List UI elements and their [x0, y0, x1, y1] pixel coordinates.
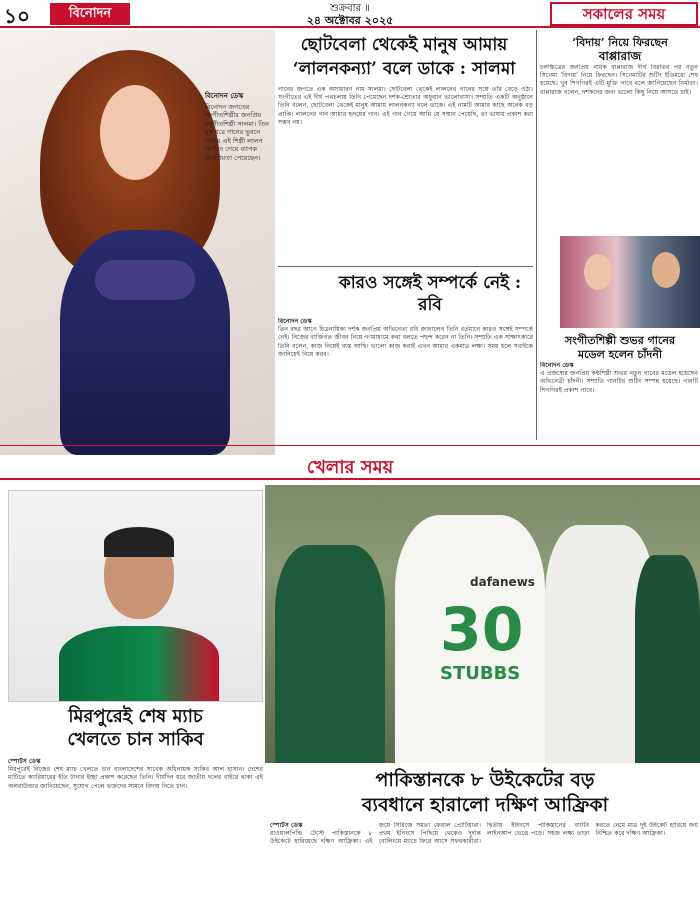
- masthead: সকালের সময়: [550, 2, 698, 26]
- sponsor-text: dafanews: [470, 575, 535, 589]
- salma-headline-line1: ছোটবেলা থেকেই মানুষ আমায়: [300, 35, 508, 55]
- sports-top-rule: [0, 445, 700, 446]
- salma-headline-line2: ‘লালনকন্যা’ বলে ডাকে : সালমা: [292, 59, 516, 79]
- chandni-body: এ প্রজন্মের জনপ্রিয় কন্ঠশিল্পী শুভর নতুন গানের মডেল হয়েছেন অভিনেত্রী চাঁদনী। সম্প্রতি গানটির শুটিং সম্পন্ন হয়েছে। গানটি শিগগিরই প্রকাশ পাবে।: [540, 370, 698, 394]
- page-header: [0, 0, 700, 28]
- sports-bottom-rule: [0, 478, 700, 480]
- salma-caption-text: বিনোদন জগতের সংগীতশিল্পীর জনপ্রিয় সংগীতশিল্পী সালমা। তিন যুগ ধরে গানের ভুবনে সক্রিয় এই শিল্পী লালন সংগীত গেয়ে ব্যাপক জনপ্রিয়তা পেয়েছেন।: [205, 102, 269, 162]
- shakib-photo: [8, 490, 263, 702]
- pakistan-byline: স্পোর্টস ডেস্ক: [270, 822, 303, 829]
- shakib-body: মিরপুরেই নিজের শেষ ম্যাচ খেলতে চান বাংলাদেশের সাবেক অধিনায়ক সাকিব আল হাসান। দেশের মাটিতে ক্যারিয়ারের ইতি টানার ইচ্ছা প্রকাশ করেছেন তিনি। দীর্ঘদিন ধরে জাতীয় দলের বাইরে থাকা এই অলরাউন্ডার জানিয়েছেন, সুযোগ পেলে ভক্তদের সামনে বিদায় নিতে চান।: [8, 766, 263, 790]
- robi-headline: কারও সঙ্গেই সম্পর্কে নেই : রবি: [338, 273, 522, 315]
- pakistan-body: রাওয়ালপিন্ডি টেস্টে পাকিস্তানকে ৮ উইকেটে হারিয়েছে দক্ষিণ আফ্রিকা। এই জয়ে সিরিজে সমতা ফেরাল প্রোটিয়ারা। প্রথম ইনিংসে পিছিয়ে থেকেও দুর্দান্ত বোলিংয়ে ম্যাচে ফিরে আসে সফরকারীরা। দ্বিতীয় ইনিংসে পাকিস্তানের ব্যাটিং লাইনআপ ভেঙে পড়ে। সহজ লক্ষ্য তাড়া করতে নেমে মাত্র দুই উইকেট হারিয়ে জয় নিশ্চিত করে দক্ষিণ আফ্রিকা।: [270, 822, 698, 846]
- shakib-byline: স্পোর্টস ডেস্ক: [8, 758, 41, 765]
- pakistan-headline-line1: পাকিস্তানকে ৮ উইকেটের বড়: [375, 769, 595, 791]
- jersey-name: STUBBS: [440, 663, 521, 684]
- salma-caption: [205, 92, 271, 162]
- day-label: শুক্রবার ॥: [330, 3, 370, 14]
- page-number: ১০: [4, 4, 30, 28]
- bappa-body: চলচ্চিত্রের জনপ্রিয় নায়ক বাপ্পারাজ দীর্ঘ বিরতির পর নতুন সিনেমা ‘বিদায়’ নিয়ে ফিরছেন। সিনেমাটির শুটিং ইতিমধ্যে শেষ হয়েছে। খুব শিগগিরই এটি মুক্তি পাবে বলে জানিয়েছেন নির্মাতা। বাপ্পারাজ বলেন, দর্শকদের জন্য ভালো কিছু নিয়ে আসতে চাই।: [540, 64, 698, 96]
- chandni-photo: [560, 236, 700, 328]
- cricket-photo: [265, 485, 700, 763]
- bappa-headline-line2: বাপ্পারাজ: [598, 49, 642, 63]
- sports-section-title: খেলার সময়: [306, 457, 394, 478]
- shakib-headline-line1: মিরপুরেই শেষ ম্যাচ: [68, 706, 203, 727]
- date-label: ২৪ অক্টোবর ২০২৫: [306, 14, 394, 27]
- salma-caption-byline: বিনোদন ডেস্ক: [205, 91, 244, 100]
- chandni-headline-line1: সংগীতশিল্পী শুভর গানের: [564, 334, 676, 347]
- column-divider: [536, 30, 537, 440]
- pakistan-article: [270, 822, 698, 908]
- chandni-headline-line2: মডেল হলেন চাঁদনী: [577, 348, 663, 361]
- divider: [278, 266, 533, 267]
- shakib-headline-line2: খেলতে চান সাকিব: [67, 729, 204, 750]
- jersey-number: 30: [440, 595, 524, 665]
- robi-body: তিন বছর আগে চিত্রনায়িকা দর্শক জনপ্রিয় অভিনেতা রবি জানালেন তিনি বর্তমানে কারও সঙ্গেই সম্পর্কে নেই। নিজের ব্যক্তিগত জীবন নিয়ে গণমাধ্যমে কথা বলতে পছন্দ করেন না তিনি। সম্প্রতি এক সাক্ষাৎকারে তিনি বলেন, কাজ নিয়েই ব্যস্ত আছি। ভালো কাজ করাই এখন আমার একমাত্র লক্ষ্য। সময় হলে সবাইকে জানিয়েই বিয়ে করব।: [278, 326, 533, 358]
- robi-byline: বিনোদন ডেস্ক: [278, 318, 312, 325]
- pakistan-headline-line2: ব্যবধানে হারালো দক্ষিণ আফ্রিকা: [361, 794, 609, 816]
- salma-article-body: গানের জগতে এক অসাধারণ নাম সালমা। ছোটবেলা থেকেই লালনের গানের সঙ্গে তাঁর বেড়ে ওঠা। সংগীতের এই দীর্ঘ পথচলায় তিনি পেয়েছেন দর্শক-শ্রোতার অফুরান ভালোবাসা। সম্প্রতি একটি অনুষ্ঠানে তিনি বলেন, ছোটবেলা থেকেই মানুষ আমায় লালনকন্যা বলে ডাকে। এই নামটি আমার কাছে অনেক বড় প্রাপ্তি। লালনের গান আমার হৃদয়ের গান। এই গান গেয়ে আমি যে সম্মান পেয়েছি, তা ভাষায় প্রকাশ করা সম্ভব নয়।: [278, 86, 533, 126]
- robi-article: [278, 318, 533, 438]
- shakib-article: [8, 758, 263, 906]
- section-label: বিনোদন: [50, 3, 130, 25]
- chandni-article: [540, 362, 698, 440]
- chandni-byline: বিনোদন ডেস্ক: [540, 362, 574, 369]
- bappa-headline-line1: ‘বিদায়’ নিয়ে ফিরছেন: [572, 36, 668, 49]
